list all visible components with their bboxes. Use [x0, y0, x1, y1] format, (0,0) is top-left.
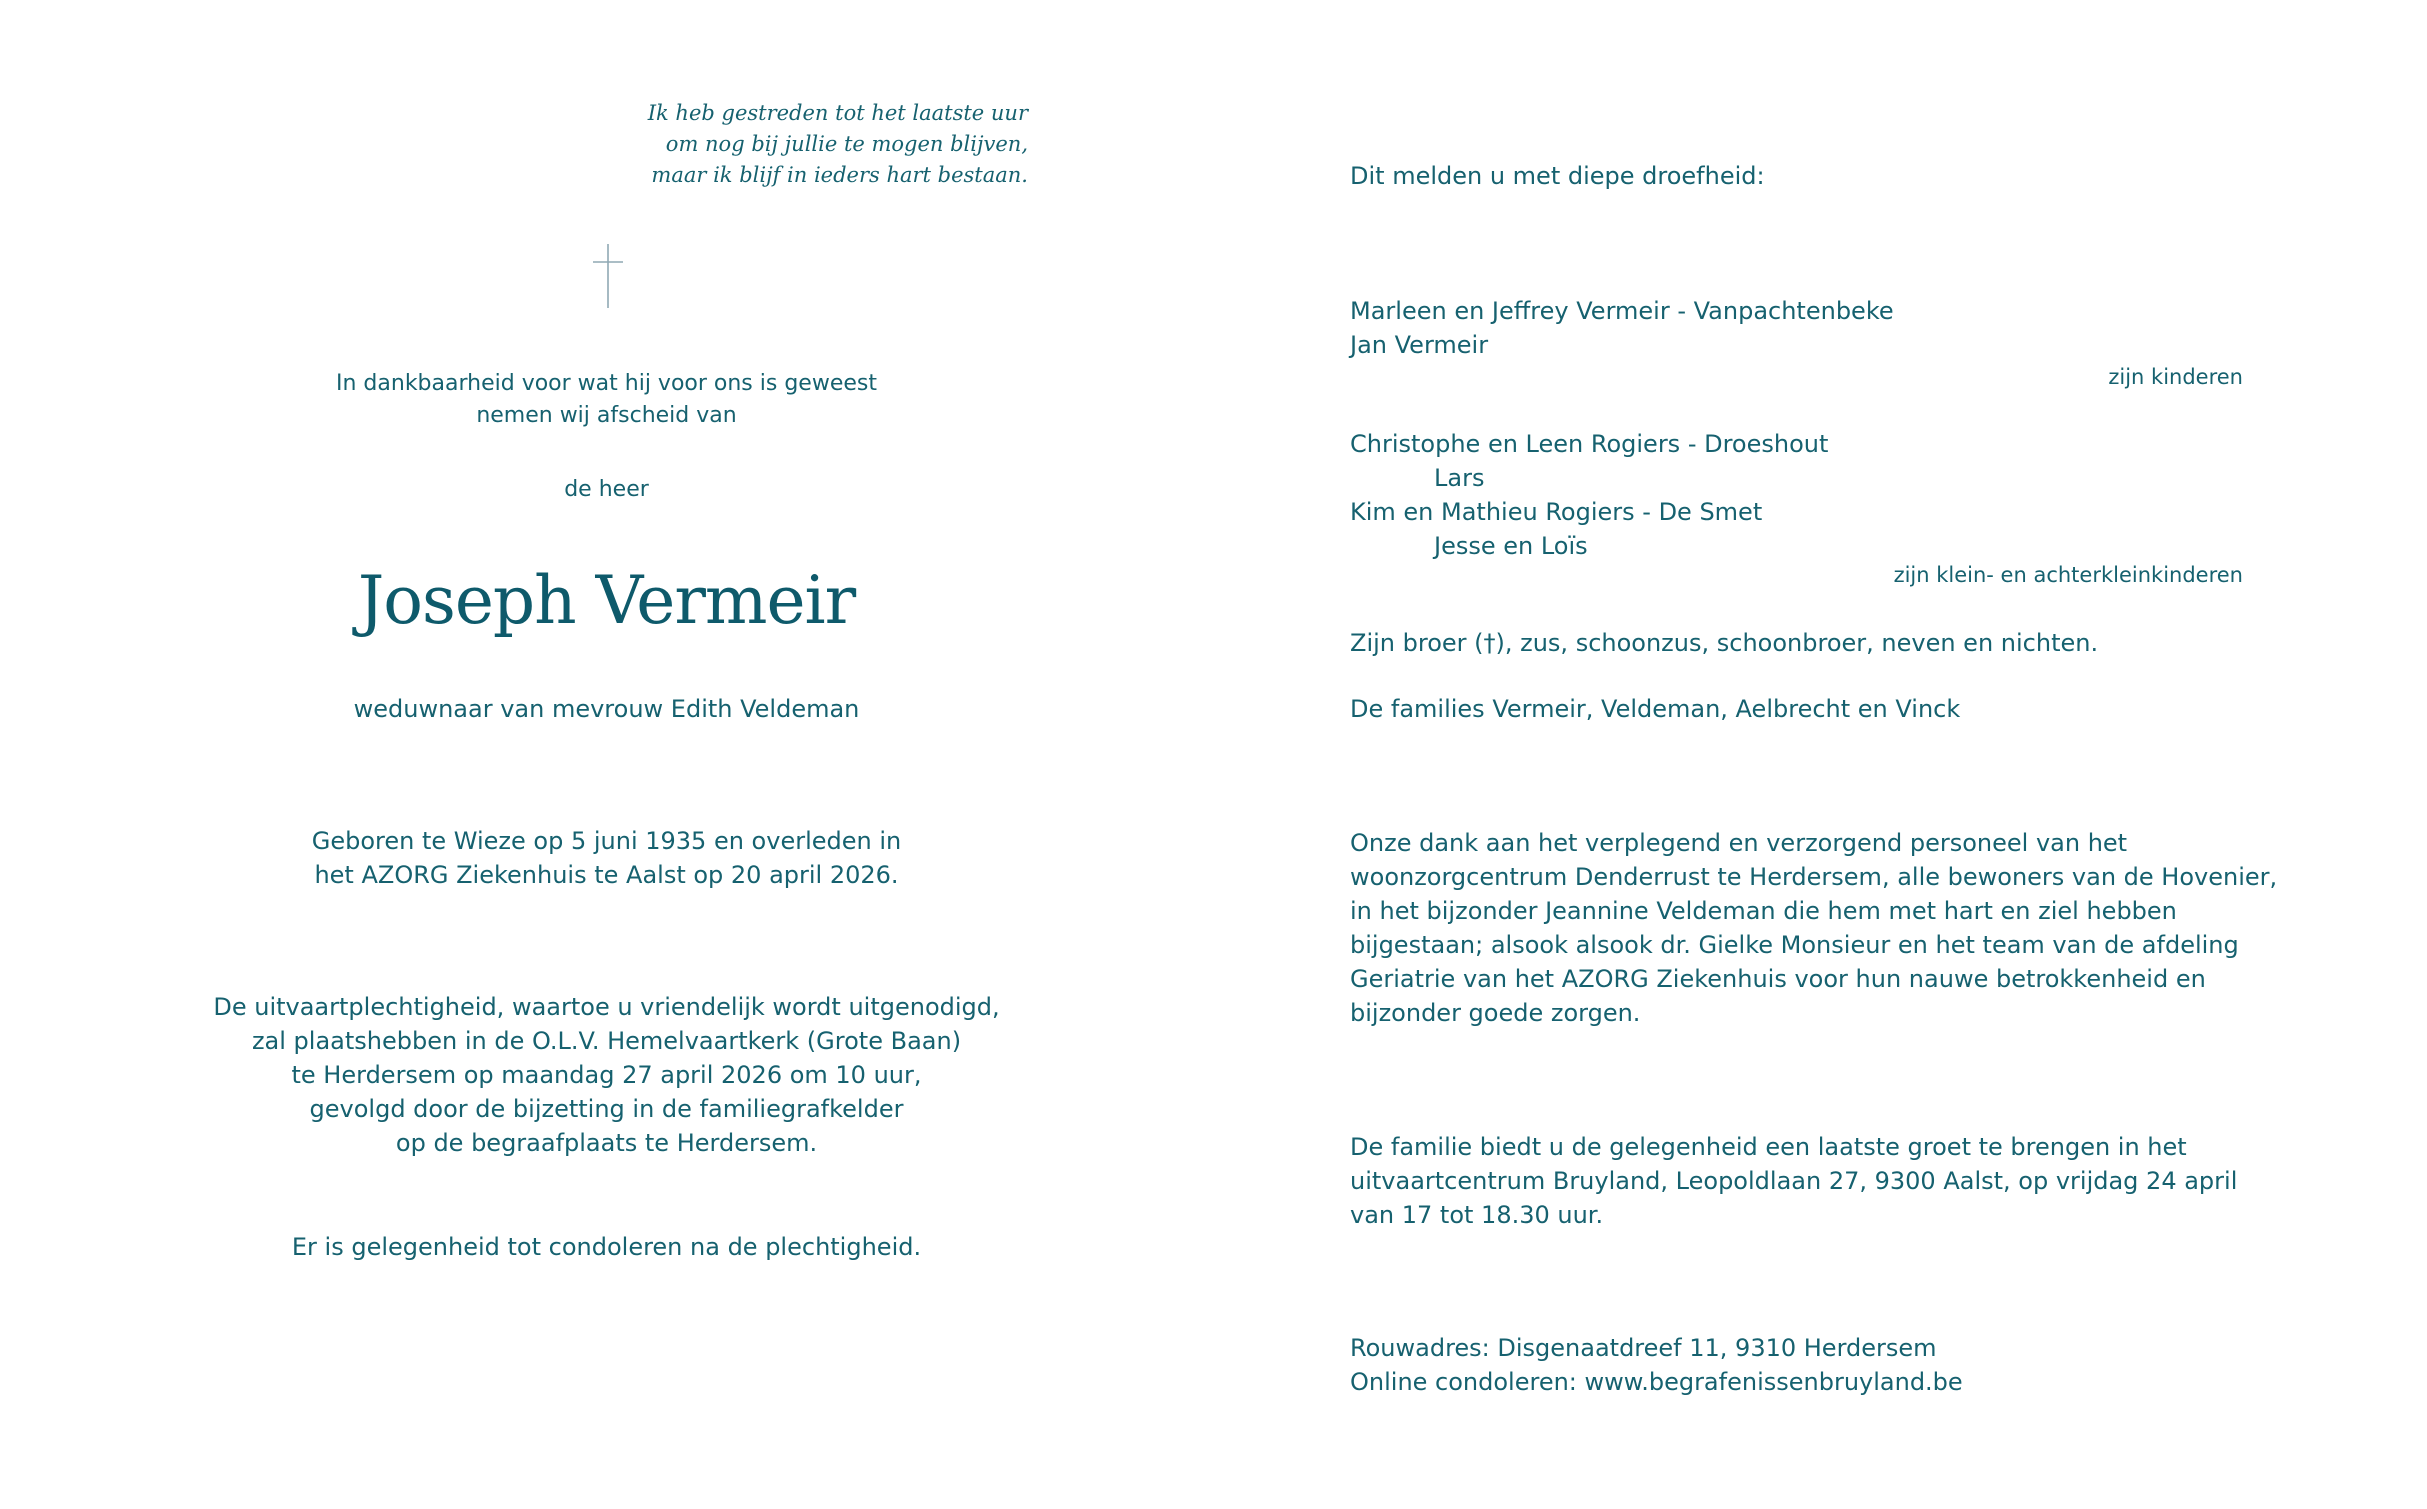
grandchildren-list	[1350, 427, 1828, 563]
children-label: zijn kinderen	[2108, 365, 2243, 389]
funeral-line: op de begraafplaats te Herdersem.	[395, 1129, 818, 1157]
visitation-line: uitvaartcentrum Bruyland, Leopoldlaan 27, 9300 Aalst, op vrijdag 24 april	[1350, 1167, 2238, 1195]
condolence-note: Er is gelegenheid tot condoleren na de plechtigheid.	[291, 1233, 922, 1261]
poem-line: maar ik blijf in ieders hart bestaan.	[651, 163, 1028, 187]
title-prefix: de heer	[564, 477, 649, 502]
online-condolence: Online condoleren: www.begrafenissenbruyland.be	[1350, 1368, 1963, 1396]
right-page	[1213, 0, 2427, 1509]
contact-info	[1350, 1331, 1963, 1399]
intro-line: In dankbaarheid voor wat hij voor ons is geweest	[336, 371, 877, 396]
grandchildren-label: zijn klein- en achterkleinkinderen	[1893, 563, 2243, 587]
funeral-line: te Herdersem op maandag 27 april 2026 om 10 uur,	[291, 1061, 922, 1089]
thanks-line: woonzorgcentrum Denderrust te Herdersem, alle bewoners van de Hovenier,	[1350, 863, 2278, 891]
intro-line: nemen wij afscheid van	[476, 403, 737, 428]
grandchild-entry: Kim en Mathieu Rogiers - De Smet	[1350, 498, 1763, 526]
widow-of: weduwnaar van mevrouw Edith Veldeman	[353, 695, 860, 723]
visitation-text	[1350, 1130, 2237, 1232]
visitation-line: De familie biedt u de gelegenheid een laatste groet te brengen in het	[1350, 1133, 2187, 1161]
funeral-line: gevolgd door de bijzetting in de familiegrafkelder	[309, 1095, 904, 1123]
funeral-line: De uitvaartplechtigheid, waartoe u vriendelijk wordt uitgenodigd,	[213, 993, 1000, 1021]
child-name: Marleen en Jeffrey Vermeir - Vanpachtenbeke	[1350, 297, 1894, 325]
birth-death-line: Geboren te Wieze op 5 juni 1935 en overleden in	[311, 827, 902, 855]
thanks-line: Onze dank aan het verplegend en verzorgend personeel van het	[1350, 829, 2128, 857]
thanks-line: bijzonder goede zorgen.	[1350, 999, 1641, 1027]
mourning-address: Rouwadres: Disgenaatdreef 11, 9310 Herdersem	[1350, 1334, 1937, 1362]
poem-line: om nog bij jullie te mogen blijven,	[665, 132, 1028, 156]
poem-line: Ik heb gestreden tot het laatste uur	[647, 101, 1028, 125]
thanks-line: Geriatrie van het AZORG Ziekenhuis voor hun nauwe betrokkenheid en	[1350, 965, 2206, 993]
child-name: Jan Vermeir	[1350, 331, 1489, 359]
funeral-line: zal plaatshebben in de O.L.V. Hemelvaartkerk (Grote Baan)	[251, 1027, 962, 1055]
thanks-line: in het bijzonder Jeannine Veldeman die hem met hart en ziel hebben	[1350, 897, 2177, 925]
children-list	[1350, 294, 1894, 362]
thanks-line: bijgestaan; alsook alsook dr. Gielke Monsieur en het team van de afdeling	[1350, 931, 2239, 959]
families-text: De families Vermeir, Veldeman, Aelbrecht en Vinck	[1350, 695, 1961, 723]
left-page	[0, 0, 1213, 1509]
poem	[560, 98, 1028, 191]
thanks-text	[1350, 826, 2277, 1030]
siblings-text: Zijn broer (†), zus, schoonzus, schoonbroer, neven en nichten.	[1350, 629, 2099, 657]
cross-icon	[591, 244, 625, 308]
deceased-name: Joseph Vermeir	[357, 562, 856, 639]
birth-death-text	[0, 824, 1213, 892]
funeral-text	[0, 990, 1213, 1160]
grandchild-entry: Jesse en Loïs	[1434, 532, 1588, 560]
grandchild-entry: Lars	[1434, 464, 1485, 492]
grandchild-entry: Christophe en Leen Rogiers - Droeshout	[1350, 430, 1829, 458]
birth-death-line: het AZORG Ziekenhuis te Aalst op 20 april 2026.	[314, 861, 899, 889]
visitation-line: van 17 tot 18.30 uur.	[1350, 1201, 1604, 1229]
announcement: Dit melden u met diepe droefheid:	[1350, 162, 1765, 190]
intro-text	[0, 368, 1213, 432]
